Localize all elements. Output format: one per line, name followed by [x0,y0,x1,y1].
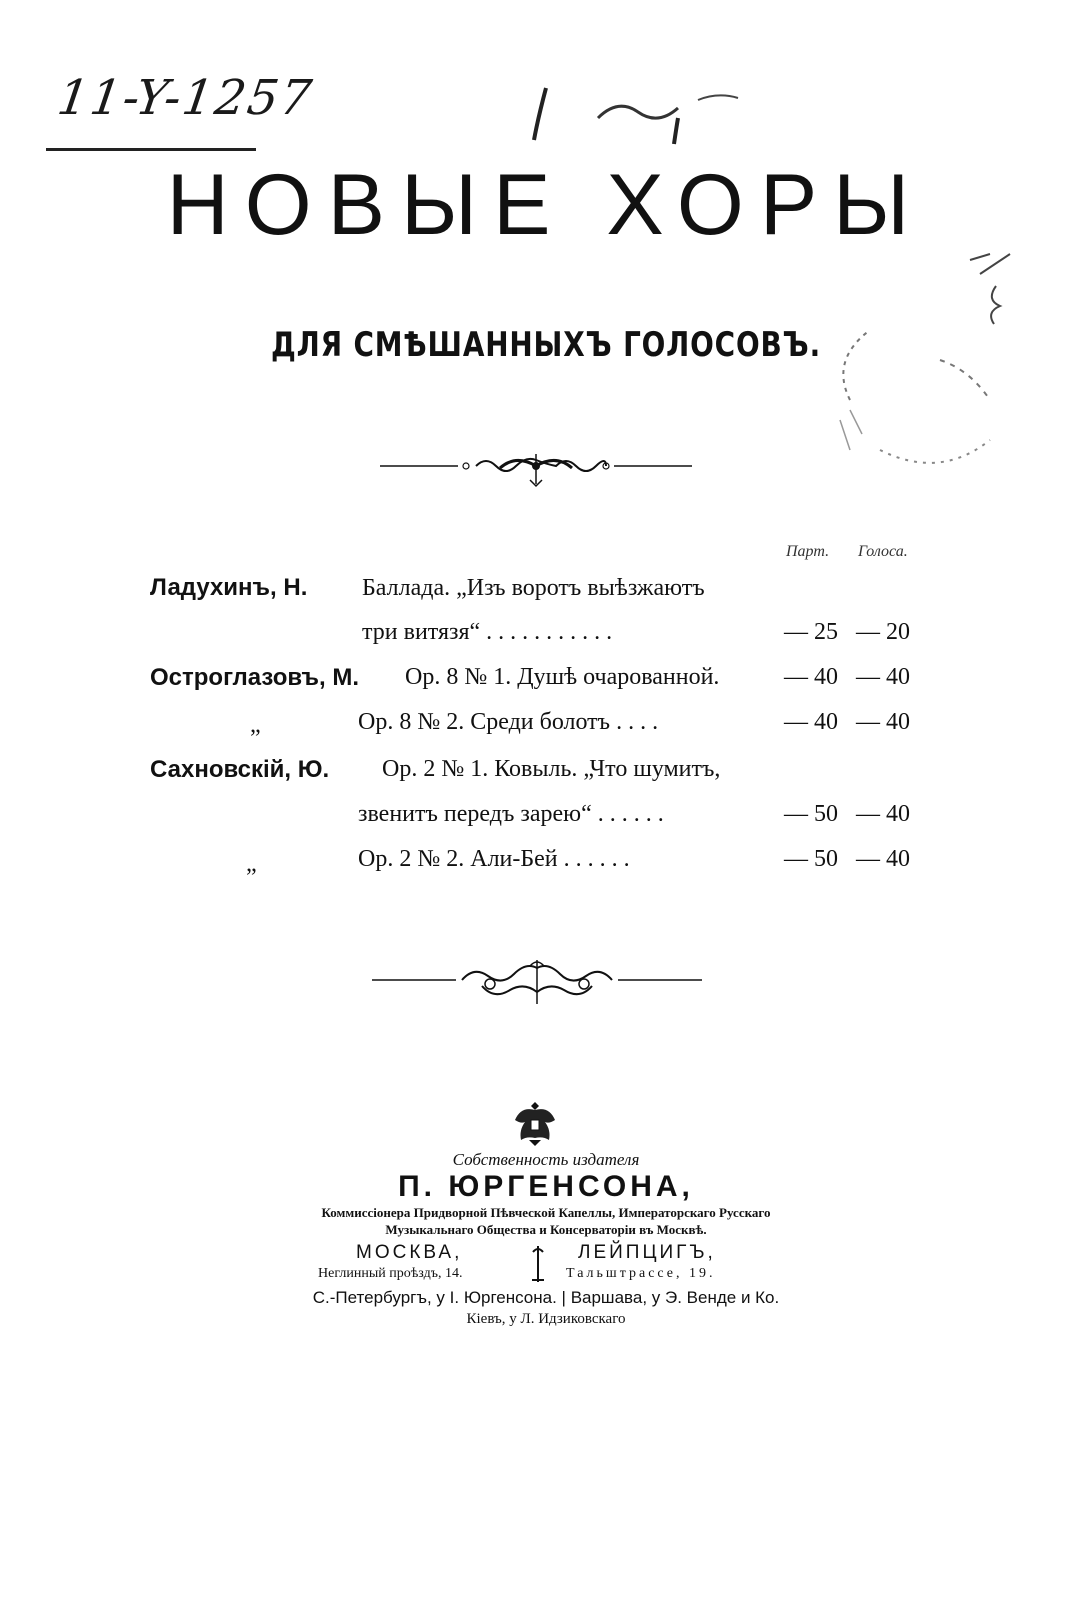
lyre-divider-icon [531,1244,545,1284]
shelfmark-underline [46,148,256,151]
price-parts: — 50 [784,801,838,827]
price-voices: — 40 [856,846,910,872]
publisher-description-continued: Музыкальнаго Общества и Консерваторіи въ Москвѣ. [385,1222,707,1237]
ditto-mark: „ [246,851,257,877]
ornament-divider-bottom [372,956,702,1008]
column-header-voices: Голоса. [858,543,908,560]
page-subtitle: ДЛЯ СМѢШАННЫХЪ ГОЛОСОВЪ. [271,325,821,365]
price-parts: — 40 [784,664,838,690]
eagle-emblem-icon [512,1096,558,1148]
city-moscow: МОСКВА, [356,1242,463,1263]
work-title: Op. 2 № 2. Али-Бей . . . . . . [358,846,630,872]
shelfmark-handwritten: 11-Y-1257 [54,70,317,126]
publisher-branches: С.-Петербургъ, у І. Юргенсона. | Варшава, у Э. Венде и Ко. [312,1288,780,1307]
column-header-parts: Парт. [786,543,830,560]
price-voices: — 40 [856,664,910,690]
work-title: Op. 8 № 1. Душѣ очарованной. [405,664,720,690]
price-voices: — 40 [856,709,910,735]
price-parts: — 40 [784,709,838,735]
work-title: Op. 2 № 1. Ковыль. „Что шумитъ, [382,756,721,782]
publisher-name: П. ЮРГЕНСОНА, [398,1170,694,1203]
ornament-divider-top [380,446,692,490]
price-voices: — 40 [856,801,910,827]
handwritten-scribble [528,78,748,148]
publisher-kiev: Кіевъ, у Л. Идзиковскаго [466,1311,626,1327]
work-title-continued: звенитъ передъ зарею“ . . . . . . [358,801,664,827]
ditto-mark: „ [250,712,261,738]
address-moscow: Неглинный проѣздъ, 14. [318,1266,463,1281]
publisher-description: Коммиссіонера Придворной Пѣвческой Капеллы, Императорскаго Русскаго [321,1205,771,1220]
publisher-property-line: Собственность издателя [452,1150,640,1169]
price-parts: — 25 [784,619,838,645]
address-leipzig: Тальштрассе, 19. [566,1266,716,1281]
price-parts: — 50 [784,846,838,872]
work-title-continued: три витязя“ . . . . . . . . . . . [362,619,613,645]
city-leipzig: ЛЕЙПЦИГЪ, [578,1242,716,1263]
work-title: Op. 8 № 2. Среди болотъ . . . . [358,709,659,735]
price-voices: — 20 [856,619,910,645]
composer-name: Ладухинъ, Н. [150,574,308,601]
composer-name: Сахновскій, Ю. [150,756,330,783]
page-title: НОВЫЕ ХОРЫ [166,157,926,253]
work-title: Баллада. „Изъ воротъ выѣзжаютъ [362,575,705,601]
library-stamp [820,240,1030,490]
composer-name: Острoглазовъ, М. [150,664,360,691]
